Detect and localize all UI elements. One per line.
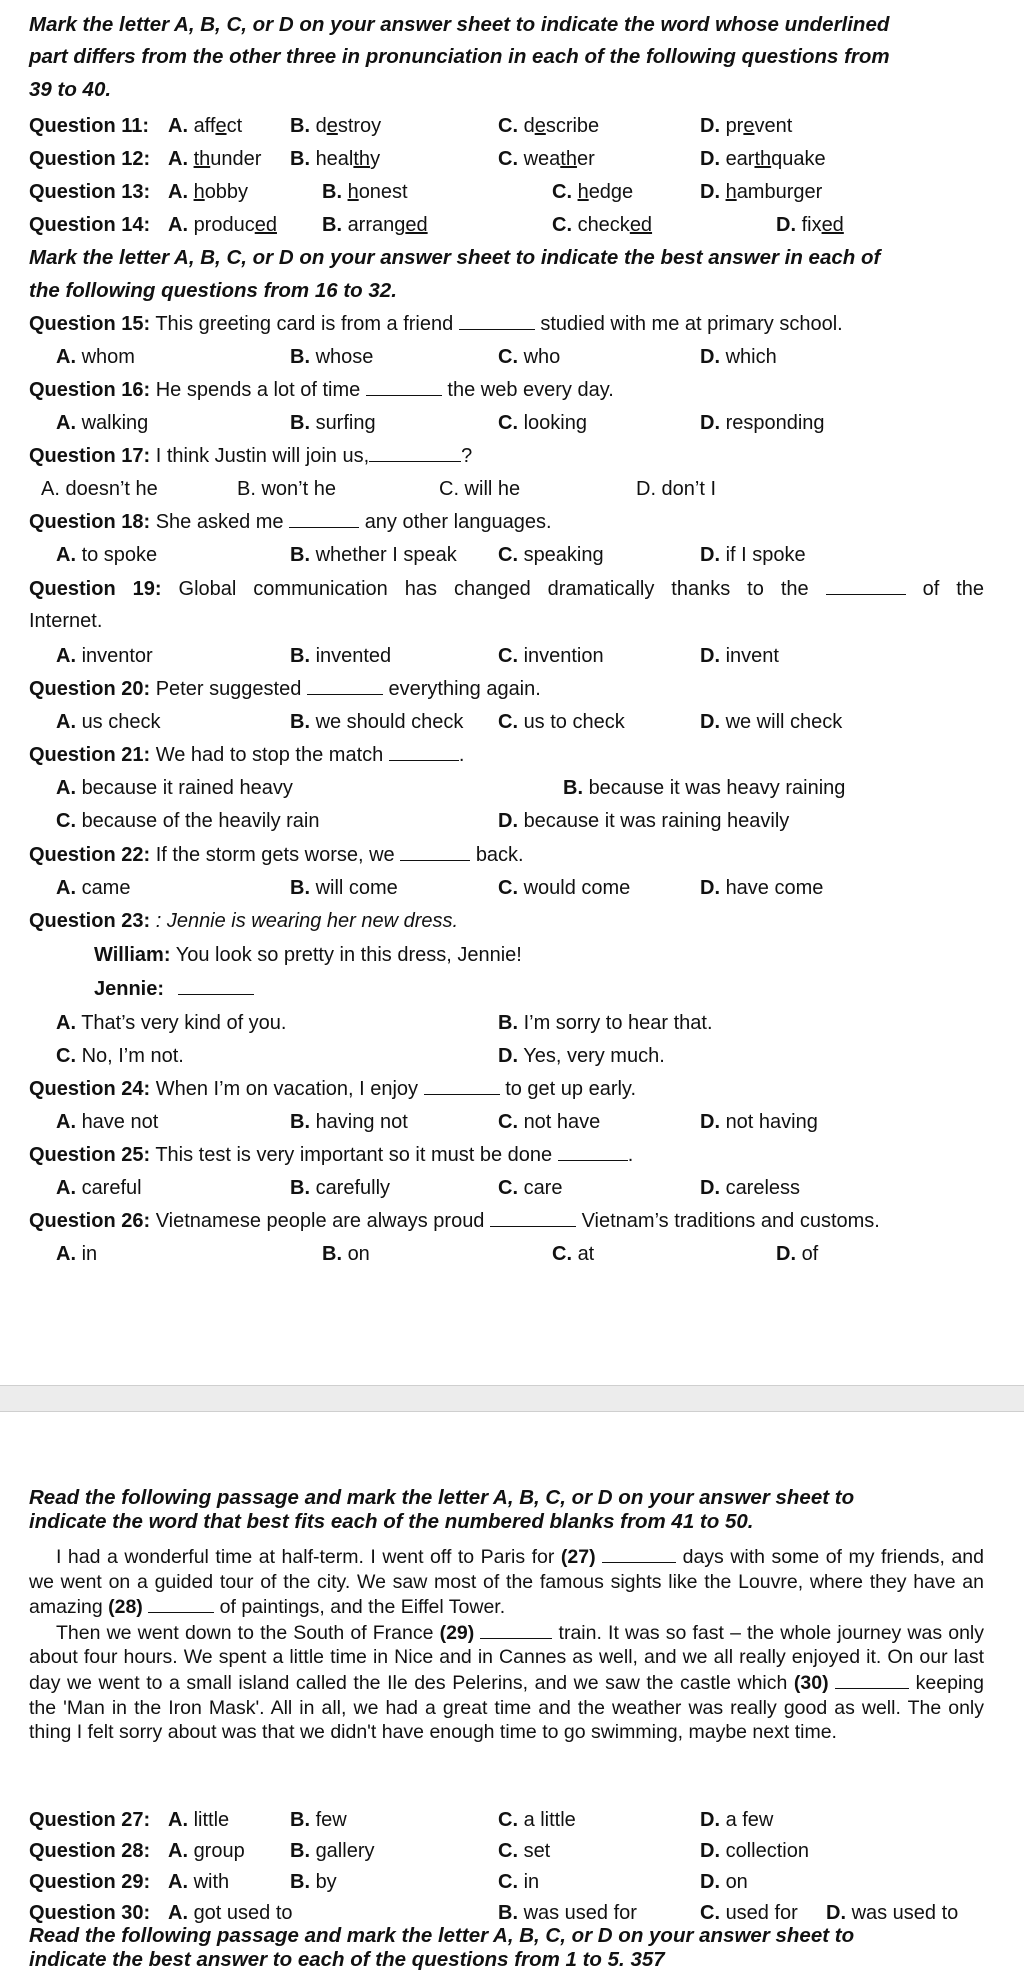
option-d[interactable]: D. fixed <box>776 214 844 236</box>
question-23-options-row2 <box>29 1041 984 1071</box>
option-a[interactable]: A. little <box>168 1809 230 1831</box>
question-24-stem <box>29 1074 984 1104</box>
option-a[interactable]: A. us check <box>56 711 161 733</box>
blank-number-29: (29) <box>439 1621 475 1644</box>
blank-number-30: (30) <box>793 1671 829 1694</box>
question-text: Global communication has changed dramatically thanks to the <box>178 578 809 600</box>
option-a[interactable]: A. have not <box>56 1111 159 1133</box>
dialogue-william <box>94 940 984 970</box>
option-c[interactable]: C. checked <box>552 214 653 236</box>
question-21-options-row1 <box>29 773 984 803</box>
option-b[interactable]: B. destroy <box>290 115 382 137</box>
option-a[interactable]: A. That’s very kind of you. <box>56 1012 287 1034</box>
option-a[interactable]: A. in <box>56 1243 98 1265</box>
question-label: Question 21: <box>29 744 151 766</box>
question-text-after: ? <box>461 445 473 467</box>
option-c[interactable]: C. used for <box>700 1902 798 1924</box>
answer-blank <box>835 1670 909 1689</box>
option-d[interactable]: D. prevent <box>700 115 793 137</box>
answer-blank <box>826 576 906 595</box>
section2-instruction-line2: the following questions from 16 to 32. <box>29 279 397 302</box>
answer-blank <box>480 1620 552 1639</box>
blank-number-28: (28) <box>108 1596 143 1619</box>
option-c[interactable]: C. in <box>498 1871 540 1893</box>
question-label: Question 23: <box>29 910 151 932</box>
question-19-stem <box>29 574 984 604</box>
question-label: Question 26: <box>29 1210 151 1232</box>
option-a[interactable]: A. group <box>168 1840 245 1862</box>
question-text-after: any other languages. <box>364 511 552 533</box>
option-a[interactable]: A. with <box>168 1871 230 1893</box>
question-label: Question 19: <box>29 578 162 600</box>
option-c[interactable]: C. weather <box>498 148 595 170</box>
option-d[interactable]: D. don’t I <box>636 478 717 500</box>
option-d[interactable]: D. on <box>700 1871 748 1893</box>
question-text: : Jennie is wearing her new dress. <box>155 910 459 932</box>
question-29 <box>29 1867 984 1897</box>
question-16-options <box>29 408 984 438</box>
option-c[interactable]: C. at <box>552 1243 595 1265</box>
option-d[interactable]: D. collection <box>700 1840 809 1862</box>
section2-instruction-line1: Mark the letter A, B, C, or D on your answer sheet to indicate the best answer in each of <box>29 246 881 269</box>
question-15-options <box>29 342 984 372</box>
option-d[interactable]: D. if I spoke <box>700 544 806 566</box>
passage-paragraph-2: Then we went down to the South of France (29) train. It was so fast – the whole journey was only about four hours. We spent a little time in Nice and in Cannes as well, and we all really enjoyed it. On our last day we went to a small island called the Ile des Pelerins, and we saw the castle which (30) keeping the 'Man in the Iron Mask'. All in all, we had a great time and the weather was really good as well. The only thing I felt sorry about was that we didn't have enough time to go swimming, maybe next time. <box>29 1621 984 1744</box>
answer-blank <box>289 509 359 528</box>
option-c[interactable]: C. No, I’m not. <box>56 1045 184 1067</box>
question-23-options-row1 <box>29 1008 984 1038</box>
option-d[interactable]: D. have come <box>700 877 824 899</box>
option-c[interactable]: C. a little <box>498 1809 576 1831</box>
option-a[interactable]: A. because it rained heavy <box>56 777 293 799</box>
question-21-stem <box>29 740 984 770</box>
option-b[interactable]: B. invented <box>290 645 392 667</box>
option-a[interactable]: A. came <box>56 877 131 899</box>
question-17-options <box>29 474 984 504</box>
question-11 <box>29 111 984 141</box>
option-b[interactable]: B. was used for <box>498 1902 637 1924</box>
option-d[interactable]: D. hamburger <box>700 181 823 203</box>
question-text-after: of the <box>922 578 985 600</box>
question-26-stem <box>29 1206 984 1236</box>
option-c[interactable]: C. not have <box>498 1111 601 1133</box>
question-text: He spends a lot of time <box>155 379 361 401</box>
option-d[interactable]: D. of <box>776 1243 819 1265</box>
question-text-after: Vietnam’s traditions and customs. <box>581 1210 880 1232</box>
answer-blank <box>366 377 442 396</box>
question-label: Question 13: <box>29 181 151 203</box>
blank-number-27: (27) <box>560 1546 596 1568</box>
question-text: We had to stop the match <box>155 744 384 766</box>
option-d[interactable]: D. which <box>700 346 777 368</box>
option-b[interactable]: B. honest <box>322 181 408 203</box>
speaker-label: Jennie: <box>94 978 165 1000</box>
question-label: Question 20: <box>29 678 151 700</box>
question-label: Question 28: <box>29 1840 151 1862</box>
question-12 <box>29 144 984 174</box>
question-20-options <box>29 707 984 737</box>
question-24-options <box>29 1107 984 1137</box>
question-label: Question 22: <box>29 844 151 866</box>
question-label: Question 14: <box>29 214 151 236</box>
option-c[interactable]: C. speaking <box>498 544 604 566</box>
option-b[interactable]: B. gallery <box>290 1840 375 1862</box>
question-23-stem <box>29 906 984 936</box>
option-a[interactable]: A. got used to <box>168 1902 293 1924</box>
option-b[interactable]: B. few <box>290 1809 347 1831</box>
question-text-after: studied with me at primary school. <box>540 313 843 335</box>
option-b[interactable]: B. arranged <box>322 214 428 236</box>
question-label: Question 30: <box>29 1902 151 1924</box>
question-label: Question 15: <box>29 313 151 335</box>
option-d[interactable]: D. careless <box>700 1177 801 1199</box>
answer-blank <box>307 676 383 695</box>
section1-instruction-line3: 39 to 40. <box>29 78 112 101</box>
option-c[interactable]: C. describe <box>498 115 600 137</box>
question-text: This greeting card is from a friend <box>155 313 454 335</box>
section3-instruction-line1: Read the following passage and mark the letter A, B, C, or D on your answer sheet to <box>29 1486 855 1509</box>
question-28 <box>29 1836 984 1866</box>
option-a[interactable]: A. produced <box>168 214 277 236</box>
question-text: Peter suggested <box>155 678 302 700</box>
question-label: Question 29: <box>29 1871 151 1893</box>
option-b[interactable]: B. having not <box>290 1111 408 1133</box>
speaker-text: You look so pretty in this dress, Jennie! <box>175 944 522 966</box>
question-18-stem <box>29 507 984 537</box>
question-17-stem <box>29 441 984 471</box>
option-c[interactable]: C. us to check <box>498 711 625 733</box>
question-text-after: everything again. <box>388 678 541 700</box>
question-label: Question 24: <box>29 1078 151 1100</box>
option-c[interactable]: C. care <box>498 1177 563 1199</box>
passage-paragraph-1: I had a wonderful time at half-term. I went off to Paris for (27) days with some of my friends, and we went on a guided tour of the city. We saw most of the famous sights like the Louvre, where they have an amazing (28) of paintings, and the Eiffel Tower. <box>29 1546 984 1619</box>
option-d[interactable]: D. invent <box>700 645 779 667</box>
option-d[interactable]: D. because it was raining heavily <box>498 810 790 832</box>
option-b[interactable]: B. healthy <box>290 148 381 170</box>
option-d[interactable]: D. earthquake <box>700 148 826 170</box>
section1-instruction-line1: Mark the letter A, B, C, or D on your answer sheet to indicate the word whose underlined <box>29 13 890 36</box>
question-text: When I’m on vacation, I enjoy <box>155 1078 419 1100</box>
speaker-label: William: <box>94 944 171 966</box>
question-text-after: . <box>458 744 465 766</box>
option-c[interactable]: C. because of the heavily rain <box>56 810 320 832</box>
option-b[interactable]: B. by <box>290 1871 337 1893</box>
question-label: Question 11: <box>29 115 150 137</box>
question-label: Question 16: <box>29 379 151 401</box>
answer-blank <box>459 311 535 330</box>
question-text: Vietnamese people are always proud <box>155 1210 485 1232</box>
option-c[interactable]: C. who <box>498 346 561 368</box>
answer-blank <box>148 1594 214 1613</box>
question-21-options-row2 <box>29 806 984 836</box>
question-14 <box>29 210 984 240</box>
answer-blank <box>490 1208 576 1227</box>
question-text-after: to get up early. <box>505 1078 637 1100</box>
option-a[interactable]: A. walking <box>56 412 149 434</box>
option-b[interactable]: B. carefully <box>290 1177 391 1199</box>
option-b[interactable]: B. won’t he <box>237 478 336 500</box>
option-b[interactable]: B. because it was heavy raining <box>563 777 846 799</box>
option-d[interactable]: D. we will check <box>700 711 843 733</box>
option-b[interactable]: B. whether I speak <box>290 544 457 566</box>
answer-blank <box>424 1076 500 1095</box>
question-18-options <box>29 540 984 570</box>
question-20-stem <box>29 674 984 704</box>
option-b[interactable]: B. I’m sorry to hear that. <box>498 1012 713 1034</box>
option-d[interactable]: D. not having <box>700 1111 818 1133</box>
dialogue-jennie <box>94 974 984 1004</box>
option-a[interactable]: A. thunder <box>168 148 262 170</box>
question-26-options <box>29 1239 984 1269</box>
page-break-separator <box>0 1385 1024 1412</box>
question-text: I think Justin will join us, <box>155 445 370 467</box>
option-a[interactable]: A. doesn’t he <box>41 478 158 500</box>
answer-blank <box>602 1544 676 1563</box>
question-label: Question 12: <box>29 148 151 170</box>
option-a[interactable]: A. careful <box>56 1177 142 1199</box>
question-text-after: the web every day. <box>447 379 614 401</box>
question-15-stem <box>29 309 984 339</box>
section4-instruction-line1: Read the following passage and mark the letter A, B, C, or D on your answer sheet to <box>29 1924 855 1947</box>
option-c[interactable]: C. hedge <box>552 181 634 203</box>
option-d[interactable]: D. a few <box>700 1809 774 1831</box>
question-text-after: . <box>627 1144 634 1166</box>
option-a[interactable]: A. hobby <box>168 181 249 203</box>
answer-blank <box>400 842 470 861</box>
question-13 <box>29 177 984 207</box>
question-22-stem <box>29 840 984 870</box>
question-label: Question 18: <box>29 511 151 533</box>
question-27 <box>29 1805 984 1835</box>
option-c[interactable]: C. will he <box>439 478 521 500</box>
option-a[interactable]: A. whom <box>56 346 135 368</box>
reading-passage <box>29 1544 984 1745</box>
option-a[interactable]: A. affect <box>168 115 243 137</box>
option-a[interactable]: A. to spoke <box>56 544 158 566</box>
answer-blank <box>369 443 461 462</box>
option-c[interactable]: C. invention <box>498 645 604 667</box>
option-b[interactable]: B. will come <box>290 877 398 899</box>
question-text-after: back. <box>475 844 524 866</box>
question-22-options <box>29 873 984 903</box>
option-b[interactable]: B. on <box>322 1243 370 1265</box>
option-b[interactable]: B. we should check <box>290 711 464 733</box>
question-16-stem <box>29 375 984 405</box>
option-c[interactable]: C. would come <box>498 877 631 899</box>
option-c[interactable]: C. looking <box>498 412 587 434</box>
option-a[interactable]: A. inventor <box>56 645 153 667</box>
question-text: She asked me <box>155 511 284 533</box>
question-text: If the storm gets worse, we <box>155 844 395 866</box>
section3-instruction-line2: indicate the word that best fits each of the numbered blanks from 41 to 50. <box>29 1510 754 1533</box>
section1-instruction-line2: part differs from the other three in pronunciation in each of the following questions from <box>29 45 890 68</box>
option-d[interactable]: D. responding <box>700 412 825 434</box>
answer-blank <box>558 1142 628 1161</box>
question-25-stem <box>29 1140 984 1170</box>
answer-blank <box>389 742 459 761</box>
question-19-stem-cont: Internet. <box>29 610 103 632</box>
option-d[interactable]: D. was used to <box>826 1902 959 1924</box>
section4-instruction-line2: indicate the best answer to each of the questions from 1 to 5. 357 <box>29 1948 665 1971</box>
option-c[interactable]: C. set <box>498 1840 551 1862</box>
option-d[interactable]: D. Yes, very much. <box>498 1045 665 1067</box>
question-label: Question 25: <box>29 1144 151 1166</box>
question-label: Question 17: <box>29 445 151 467</box>
question-19-options <box>29 641 984 671</box>
option-b[interactable]: B. whose <box>290 346 374 368</box>
option-b[interactable]: B. surfing <box>290 412 376 434</box>
question-text: This test is very important so it must be done <box>155 1144 553 1166</box>
question-25-options <box>29 1173 984 1203</box>
question-label: Question 27: <box>29 1809 151 1831</box>
answer-blank <box>178 976 254 995</box>
